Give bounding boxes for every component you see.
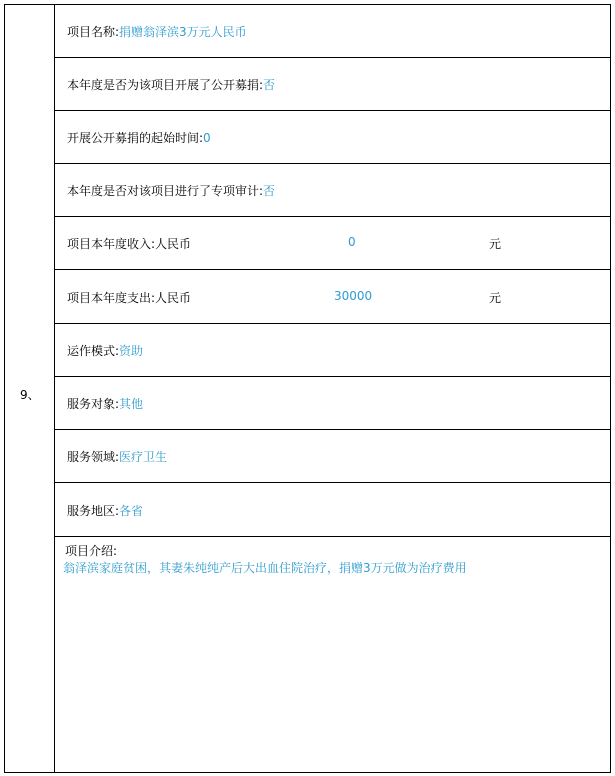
row-public-fundraising xyxy=(55,58,611,111)
operation-mode-label: 运作模式: xyxy=(67,344,120,358)
row-income xyxy=(55,217,611,270)
row-expense xyxy=(55,270,611,324)
fundraising-start-label: 开展公开募捐的起始时间: xyxy=(67,131,204,145)
public-fundraising-label: 本年度是否为该项目开展了公开募捐: xyxy=(67,78,264,92)
row-intro xyxy=(55,537,611,773)
row-fundraising-start xyxy=(55,111,611,164)
income-value: 0 xyxy=(348,235,356,249)
row-service-field xyxy=(55,430,611,483)
row-service-target xyxy=(55,377,611,430)
expense-label: 项目本年度支出:人民币 xyxy=(67,291,192,305)
income-unit: 元 xyxy=(489,237,502,251)
intro-text: 翁泽滨家庭贫困，其妻朱纯纯产后大出血住院治疗，捐赠3万元做为治疗费用 xyxy=(63,561,467,575)
service-field-label: 服务领域: xyxy=(67,450,120,464)
service-area-value: 各省 xyxy=(119,504,144,518)
row-operation-mode xyxy=(55,324,611,377)
public-fundraising-value: 否 xyxy=(263,78,276,92)
index-column xyxy=(4,4,55,773)
operation-mode-value: 资助 xyxy=(119,344,144,358)
row-project-name xyxy=(55,4,611,58)
expense-unit: 元 xyxy=(489,291,502,305)
audit-label: 本年度是否对该项目进行了专项审计: xyxy=(67,184,264,198)
service-field-value: 医疗卫生 xyxy=(119,450,168,464)
income-label: 项目本年度收入:人民币 xyxy=(67,237,192,251)
project-name-value: 捐赠翁泽滨3万元人民币 xyxy=(119,25,247,39)
intro-label: 项目介绍: xyxy=(65,544,118,558)
service-area-label: 服务地区: xyxy=(67,504,120,518)
service-target-value: 其他 xyxy=(119,397,144,411)
fundraising-start-value: 0 xyxy=(203,131,211,145)
expense-value: 30000 xyxy=(334,289,373,303)
project-name-label: 项目名称: xyxy=(67,25,120,39)
row-audit xyxy=(55,164,611,217)
audit-value: 否 xyxy=(263,184,276,198)
item-index: 9、 xyxy=(20,388,40,402)
service-target-label: 服务对象: xyxy=(67,397,120,411)
row-service-area xyxy=(55,483,611,537)
